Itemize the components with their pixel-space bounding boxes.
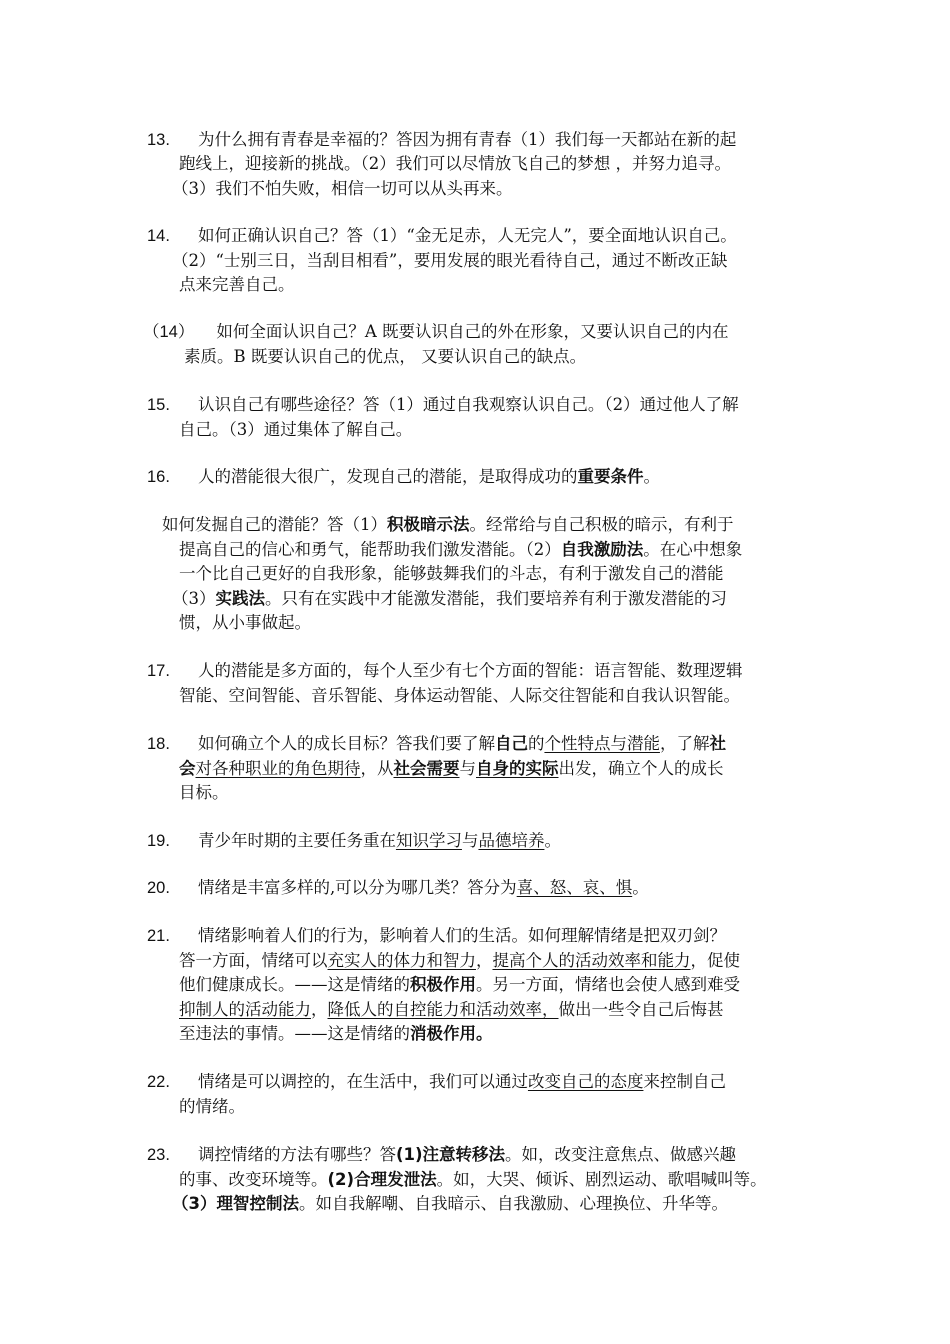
item-text: 。如自我解嘲、自我暗示、自我激励、心理换位、升华等。 (298, 1194, 728, 1213)
item-text: 调控情绪的方法有哪些？答 (197, 1145, 396, 1164)
item-text: 情绪是可以调控的，在生活中，我们可以通过 (197, 1072, 528, 1091)
emphasis: 社 (709, 734, 726, 753)
item-text: 至违法的事情。——这是情绪的 (179, 1024, 410, 1043)
item-21-line-1 (147, 922, 726, 947)
item-text: 人的潜能很大很广，发现自己的潜能，是取得成功的 (197, 467, 578, 486)
item-number: 16. (147, 468, 170, 486)
item-text: 做出一些令自己后悔甚 (558, 1000, 724, 1019)
item-text: 与 (459, 759, 476, 778)
item-23-line-2 (179, 1166, 767, 1191)
emphasis: (1)注意转移法 (395, 1145, 506, 1164)
item-number: 15. (147, 396, 170, 414)
item-14-line-1 (147, 222, 737, 247)
item-21-line-5 (179, 1020, 493, 1045)
underlined-text: 喜、怒、哀、惧 (516, 878, 633, 897)
underlined-text: 抑制人的活动能力 (179, 1000, 311, 1019)
item-number: 18. (147, 735, 170, 753)
item-19-line-1 (147, 827, 561, 852)
item-13-line-3: （3）我们不怕失败，相信一切可以从头再来。 (172, 179, 513, 198)
emphasis: 积极作用 (410, 975, 476, 994)
item-text: 。 (632, 878, 649, 897)
item-text: 。 (544, 831, 561, 850)
underlined-text: 品德培养 (478, 831, 545, 850)
item-23-line-1 (147, 1141, 736, 1166)
item-15-line-1 (147, 391, 739, 416)
item-18-line-1 (147, 730, 726, 755)
item-text: 的事、改变环境等。 (179, 1170, 328, 1189)
item-14-line-2: （2）“士别三日，当刮目相看”，要用发展的眼光看待自己，通过不断改正缺 (172, 251, 728, 270)
item-text: 他们健康成长。——这是情绪的 (179, 975, 410, 994)
emphasis: 消极作用。 (410, 1024, 493, 1043)
item-number: 17. (147, 662, 170, 680)
underlined-text: 降低人的自控能力和活动效率， (327, 1000, 559, 1019)
item-text: ，了解 (659, 734, 710, 753)
item-13-line-2: 跑线上，迎接新的挑战。（2）我们可以尽情放飞自己的梦想 ，并努力追寻。 (179, 154, 731, 173)
item-21-line-4 (179, 996, 724, 1021)
emphasis: 实践法 (215, 589, 265, 608)
item-number: 19. (147, 832, 170, 850)
item-text: 的 (527, 734, 545, 753)
item-20-line-1 (147, 874, 649, 899)
emphasis: 积极暗示法 (387, 515, 470, 534)
item-16-detail-line-2 (179, 536, 742, 561)
item-text: 。只有在实践中才能激发潜能，我们要培养有利于激发潜能的习 (265, 589, 727, 608)
item-text: 。经常给与自己积极的暗示，有利于 (469, 515, 734, 534)
item-text: 如何发掘自己的潜能？答（1） (162, 515, 387, 534)
item-text: 如何全面认识自己？A 既要认识自己的外在形象，又要认识自己的内在 (216, 322, 729, 341)
underlined-emphasis: 社会需要 (393, 759, 460, 778)
item-23-line-3 (172, 1190, 728, 1215)
emphasis: 自我激励法 (560, 540, 644, 559)
item-text: 出发，确立个人的成长 (558, 759, 724, 778)
item-16-line-1 (147, 463, 660, 488)
item-text: 。如，大哭、倾诉、剧烈运动、歌唱喊叫等。 (436, 1170, 767, 1189)
item-14b-line-1 (143, 318, 729, 343)
item-number: 22. (147, 1073, 170, 1091)
item-number: 14. (147, 227, 170, 245)
item-text: 。在心中想象 (643, 540, 743, 559)
item-text: ， (476, 951, 493, 970)
item-number: 13. (147, 131, 170, 149)
item-22-line-1 (147, 1068, 726, 1093)
item-16-detail-line-3: 一个比自己更好的自我形象，能够鼓舞我们的斗志，有利于激发自己的潜能 (179, 564, 724, 583)
item-number: 21. (147, 927, 170, 945)
item-text: （3） (172, 589, 216, 608)
item-14-line-3: 点来完善自己。 (179, 275, 295, 294)
item-text: 。 (643, 467, 660, 486)
emphasis: 自己 (494, 734, 528, 753)
item-21-line-2 (179, 947, 740, 972)
item-number: 23. (147, 1146, 170, 1164)
item-15-line-2: 自己。（3）通过集体了解自己。 (179, 420, 413, 439)
underlined-text: 提高个人的活动效率和能力 (492, 951, 691, 970)
item-text: 如何确立个人的成长目标？答我们要了解 (197, 734, 495, 753)
item-text: ，从 (360, 759, 394, 778)
item-text: 青少年时期的主要任务重在 (197, 831, 396, 850)
item-text: 。另一方面，情绪也会使人感到难受 (476, 975, 740, 994)
item-number: （14） (143, 323, 195, 341)
item-14b-line-2: 素质。B 既要认识自己的优点， 又要认识自己的缺点。 (184, 347, 587, 366)
underlined-emphasis: 自身的实际 (476, 759, 559, 778)
item-text: 为什么拥有青春是幸福的？答因为拥有青春（1）我们每一天都站在新的起 (197, 130, 737, 149)
item-text: ，促使 (690, 951, 740, 970)
emphasis: (2)合理发泄法 (327, 1170, 437, 1189)
underlined-text: 充实人的体力和智力 (327, 951, 476, 970)
item-text: 认识自己有哪些途径？答（1）通过自我观察认识自己。（2）通过他人了解 (197, 395, 739, 414)
item-text: 如何正确认识自己？答（1）“金无足赤，人无完人”，要全面地认识自己。 (197, 226, 737, 245)
emphasis: 理智控制法 (216, 1194, 299, 1213)
item-text: ， (311, 1000, 328, 1019)
item-text: 情绪是丰富多样的,可以分为哪几类？答分为 (197, 878, 517, 897)
underlined-text: 改变自己的态度 (527, 1072, 644, 1091)
item-18-line-3: 目标。 (179, 783, 229, 802)
emphasis: 重要条件 (577, 467, 644, 486)
item-13-line-1 (147, 126, 736, 151)
item-17-line-2: 智能、空间智能、音乐智能、身体运动智能、人际交往智能和自我认识智能。 (179, 686, 740, 705)
item-text: 与 (461, 831, 479, 850)
item-16-detail-line-4 (172, 585, 727, 610)
underlined-text: 个性特点与潜能 (544, 734, 660, 753)
item-16-detail-line-1 (162, 511, 734, 536)
emphasis: （3） (172, 1194, 217, 1213)
item-17-line-1 (147, 657, 742, 682)
item-text: 提高自己的信心和勇气，能帮助我们激发潜能。（2） (179, 540, 561, 559)
item-22-line-2: 的情绪。 (179, 1097, 245, 1116)
item-text: 答一方面，情绪可以 (179, 951, 328, 970)
item-text: 。如，改变注意焦点、做感兴趣 (505, 1145, 737, 1164)
underlined-text: 知识学习 (395, 831, 462, 850)
item-18-line-2 (179, 755, 724, 780)
item-21-line-3 (179, 971, 740, 996)
item-16-detail-line-5: 惯，从小事做起。 (179, 613, 311, 632)
emphasis: 会 (179, 759, 196, 778)
item-number: 20. (147, 879, 170, 897)
underlined-text: 对各种职业的角色期待 (195, 759, 361, 778)
item-text: 来控制自己 (643, 1072, 726, 1091)
item-text: 情绪影响着人们的行为，影响着人们的生活。如何理解情绪是把双刃剑？ (197, 926, 726, 945)
item-text: 人的潜能是多方面的，每个人至少有七个方面的智能：语言智能、数理逻辑 (197, 661, 743, 680)
